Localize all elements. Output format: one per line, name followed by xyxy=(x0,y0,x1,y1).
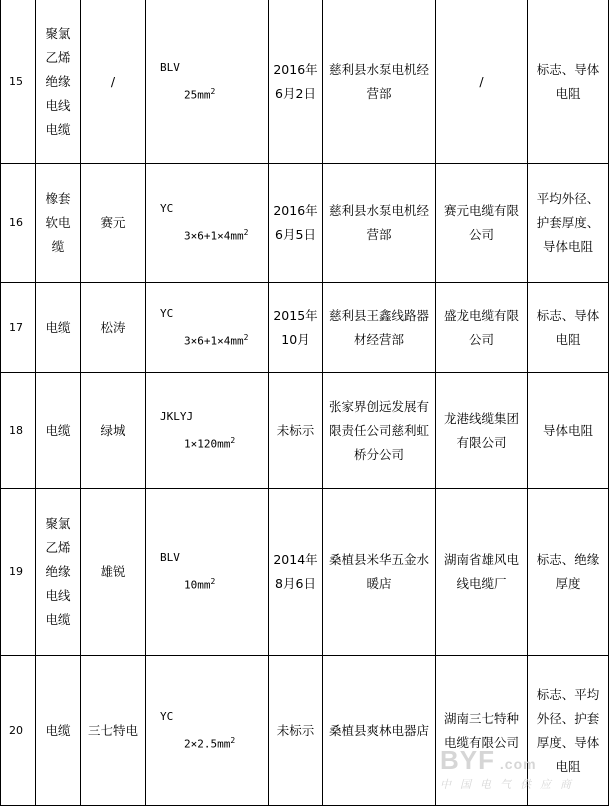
spec-model: YC xyxy=(160,202,174,216)
product-name-cell: 电缆 xyxy=(36,283,81,373)
spec-cell xyxy=(146,164,269,283)
spec-superscript: 2 xyxy=(230,435,236,445)
spec-size-text: 2×2.5mm xyxy=(184,737,231,751)
brand-cell: 松涛 xyxy=(81,283,146,373)
failed-items-cell: 平均外径、护套厚度、导体电阻 xyxy=(528,164,609,283)
brand-cell: / xyxy=(81,0,146,164)
product-name-cell: 电缆 xyxy=(36,373,81,489)
row-number-cell: 19 xyxy=(1,489,36,656)
product-name-cell: 聚氯乙烯绝缘电线电缆 xyxy=(36,489,81,656)
row-number-cell: 16 xyxy=(1,164,36,283)
seller-cell: 慈利县王鑫线路器材经营部 xyxy=(323,283,436,373)
spec-size xyxy=(160,429,264,457)
table-row xyxy=(1,0,609,164)
table-row xyxy=(1,283,609,373)
production-date-cell: 未标示 xyxy=(269,373,323,489)
spec-size xyxy=(160,570,264,598)
seller-cell: 张家界创远发展有限责任公司慈利虹桥分公司 xyxy=(323,373,436,489)
seller-cell: 桑植县爽林电器店 xyxy=(323,656,436,806)
spec-size xyxy=(160,729,264,757)
production-date-cell: 未标示 xyxy=(269,656,323,806)
spec-superscript: 2 xyxy=(210,86,216,96)
production-date-cell: 2015年10月 xyxy=(269,283,323,373)
failed-items-cell: 标志、导体电阻 xyxy=(528,283,609,373)
spec-cell xyxy=(146,0,269,164)
manufacturer-cell: / xyxy=(436,0,528,164)
spec-model: JKLYJ xyxy=(160,409,194,423)
spec-superscript: 2 xyxy=(243,332,249,342)
table-row xyxy=(1,489,609,656)
spec-model: BLV xyxy=(160,60,180,74)
spec-size xyxy=(160,80,264,108)
production-date-cell: 2016年6月5日 xyxy=(269,164,323,283)
brand-cell: 雄锐 xyxy=(81,489,146,656)
seller-cell: 慈利县水泵电机经营部 xyxy=(323,164,436,283)
spec-model: YC xyxy=(160,709,174,723)
production-date-cell: 2014年8月6日 xyxy=(269,489,323,656)
spec-superscript: 2 xyxy=(230,735,236,745)
seller-cell: 慈利县水泵电机经营部 xyxy=(323,0,436,164)
product-name-cell: 聚氯乙烯绝缘电线电缆 xyxy=(36,0,81,164)
product-name-cell: 橡套软电缆 xyxy=(36,164,81,283)
spec-size-text: 25mm xyxy=(184,88,211,102)
brand-cell: 绿城 xyxy=(81,373,146,489)
seller-cell: 桑植县米华五金水暖店 xyxy=(323,489,436,656)
spec-model: BLV xyxy=(160,551,180,565)
row-number-cell: 15 xyxy=(1,0,36,164)
watermark-logo: BYF .com 中国电气供应商 xyxy=(440,745,580,791)
spec-size-text: 3×6+1×4mm xyxy=(184,229,244,243)
manufacturer-cell: 湖南省雄风电线电缆厂 xyxy=(436,489,528,656)
table-row xyxy=(1,656,609,806)
failed-items-cell: 标志、绝缘厚度 xyxy=(528,489,609,656)
manufacturer-cell: 盛龙电缆有限公司 xyxy=(436,283,528,373)
row-number-cell: 20 xyxy=(1,656,36,806)
failed-items-cell: 导体电阻 xyxy=(528,373,609,489)
spec-size-text: 1×120mm xyxy=(184,437,231,451)
manufacturer-cell: 龙港线缆集团有限公司 xyxy=(436,373,528,489)
spec-size xyxy=(160,326,264,354)
spec-size xyxy=(160,221,264,249)
spec-cell xyxy=(146,283,269,373)
brand-cell: 赛元 xyxy=(81,164,146,283)
production-date-cell: 2016年6月2日 xyxy=(269,0,323,164)
spec-model: YC xyxy=(160,306,174,320)
spec-cell xyxy=(146,373,269,489)
brand-cell: 三七特电 xyxy=(81,656,146,806)
row-number-cell: 17 xyxy=(1,283,36,373)
row-number-cell: 18 xyxy=(1,373,36,489)
manufacturer-cell: 湖南三七特种电缆有限公司 xyxy=(436,656,528,806)
failed-items-cell: 标志、导体电阻 xyxy=(528,0,609,164)
spec-size-text: 10mm xyxy=(184,578,211,592)
product-name-cell: 电缆 xyxy=(36,656,81,806)
table-row xyxy=(1,373,609,489)
spec-cell xyxy=(146,489,269,656)
manufacturer-cell: 赛元电缆有限公司 xyxy=(436,164,528,283)
spec-size-text: 3×6+1×4mm xyxy=(184,334,244,348)
spec-superscript: 2 xyxy=(243,228,249,238)
failed-items-cell: 标志、平均外径、护套厚度、导体电阻 xyxy=(528,656,609,806)
spec-superscript: 2 xyxy=(210,577,216,587)
table-row xyxy=(1,164,609,283)
spec-cell xyxy=(146,656,269,806)
